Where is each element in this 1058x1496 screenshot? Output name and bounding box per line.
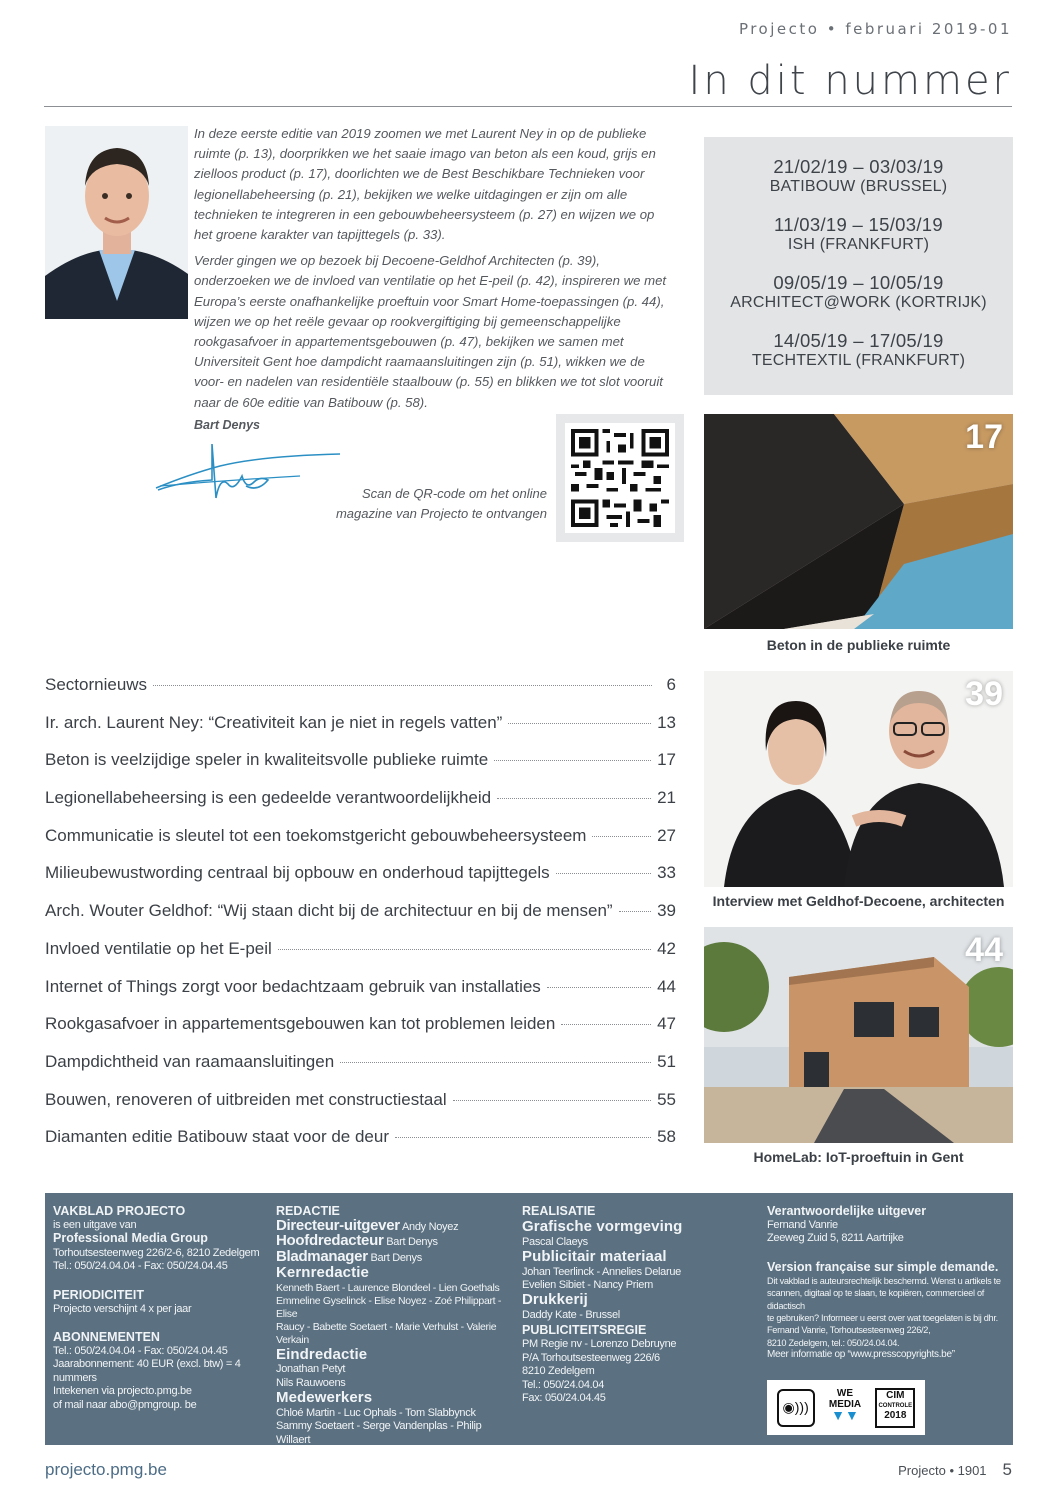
colophon-heading: VAKBLAD PROJECTO <box>53 1204 186 1218</box>
qr-caption-line-2: magazine van Projecto te ontvangen <box>335 506 547 521</box>
page-title: In dit nummer <box>688 58 1012 104</box>
toc-title: Communicatie is sleutel tot een toekomstgericht gebouwbeheersysteem <box>45 825 587 845</box>
event-place: ISH (FRANKFURT) <box>787 236 930 253</box>
colophon-line: Jaarabonnement: 40 EUR (excl. btw) = 4 nummers <box>53 1358 241 1384</box>
colophon-line: Zeeweg Zuid 5, 8211 Aartrijke <box>767 1232 904 1245</box>
toc-leader <box>619 911 652 912</box>
colophon-line: Fernand Vanrie <box>767 1219 838 1231</box>
colophon-line: te gebruiken? Informeer u eerst over wat toegelaten is bij dhr. <box>767 1313 998 1324</box>
colophon-role: Grafische vormgeving <box>522 1218 683 1235</box>
colophon <box>45 1193 1013 1445</box>
toc-page: 39 <box>657 901 676 921</box>
feature-image-concrete[interactable] <box>704 414 1013 629</box>
toc-leader <box>395 1137 651 1138</box>
press-copyright-icon: ◉))) <box>777 1389 815 1427</box>
colophon-line: of mail naar abo@pmgroup. be <box>53 1398 197 1411</box>
toc-item[interactable] <box>45 901 676 939</box>
cim-logo <box>875 1388 915 1428</box>
header-publication: Projecto • februari 2019-01 <box>738 20 1012 38</box>
colophon-line: Pascal Claeys <box>522 1235 588 1248</box>
feature-caption: Beton in de publieke ruimte <box>766 637 951 653</box>
toc-item[interactable] <box>45 713 676 751</box>
colophon-line: Raucy - Babette Soetaert - Marie Verhulst - Valerie Verkain <box>276 1320 497 1346</box>
toc-page: 33 <box>657 863 676 883</box>
colophon-line: Fernand Vanrie, Torhoutsesteenweg 226/2, <box>767 1325 931 1336</box>
table-of-contents <box>45 675 676 1165</box>
toc-page: 27 <box>657 825 676 845</box>
colophon-line: Dit vakblad is auteursrechtelijk beschermd. Wenst u artikels te <box>767 1275 1001 1286</box>
colophon-line: PM Regie nv - Lorenzo Debruyne <box>522 1338 677 1351</box>
toc-page: 21 <box>657 788 676 808</box>
colophon-role: Drukkerij <box>522 1291 588 1309</box>
logo-text: MEDIA <box>828 1398 862 1410</box>
feature-caption: Interview met Geldhof-Decoene, architecten <box>712 893 1005 909</box>
toc-leader <box>592 836 651 837</box>
toc-page: 17 <box>657 750 676 770</box>
event-item <box>704 331 1013 370</box>
toc-title: Ir. arch. Laurent Ney: “Creativiteit kan je niet in regels vatten” <box>45 712 503 732</box>
toc-item[interactable] <box>45 1052 676 1090</box>
colophon-heading: REALISATIE <box>522 1204 596 1218</box>
toc-title: Sectornieuws <box>45 675 148 694</box>
toc-title: Diamanten editie Batibouw staat voor de deur <box>45 1127 389 1147</box>
colophon-line: Johan Teerlinck - Annelies Delarue <box>522 1265 681 1278</box>
toc-title: Arch. Wouter Geldhof: “Wij staan dicht bij de architectuur en bij de mensen” <box>45 901 613 921</box>
colophon-line: Tel.: 050/24.04.04 - Fax: 050/24.04.45 <box>53 1345 228 1358</box>
colophon-heading: Version française sur simple demande. <box>767 1259 999 1274</box>
colophon-line: Sammy Soetaert - Serge Vandenplas - Philip Willaert <box>276 1420 482 1446</box>
toc-leader <box>497 798 651 799</box>
colophon-line: Nils Rauwoens <box>276 1376 346 1389</box>
colophon-line: is een uitgave van <box>53 1219 137 1231</box>
colophon-responsible <box>767 1203 1007 1362</box>
colophon-role: Kernredactie <box>276 1264 369 1282</box>
toc-item[interactable] <box>45 939 676 977</box>
feature-image-homelab[interactable] <box>704 927 1013 1143</box>
toc-title: Milieubewustwording centraal bij opbouw en onderhoud tapijttegels <box>45 863 550 883</box>
toc-leader <box>340 1062 651 1063</box>
qr-caption-line-1: Scan de QR-code om het online <box>362 486 547 501</box>
page-number: 5 <box>1002 1460 1012 1479</box>
toc-item[interactable] <box>45 826 676 864</box>
colophon-line: Intekenen via projecto.pmg.be <box>53 1385 192 1398</box>
colophon-heading: PERIODICITEIT <box>53 1287 144 1302</box>
certification-logos <box>767 1380 925 1435</box>
event-item <box>704 157 1013 196</box>
toc-page: 13 <box>657 712 676 732</box>
toc-leader <box>153 685 652 686</box>
colophon-role: Bladmanager <box>276 1247 368 1265</box>
colophon-publisher <box>53 1203 273 1412</box>
issue-label: Projecto • 1901 <box>898 1463 987 1478</box>
colophon-line: Fax: 050/24.04.45 <box>522 1392 606 1405</box>
toc-title: Invloed ventilatie op het E-peil <box>45 938 272 958</box>
colophon-line: Daddy Kate - Brussel <box>522 1309 620 1321</box>
event-place: ARCHITECT@WORK (KORTRIJK) <box>730 294 987 311</box>
colophon-production <box>522 1203 757 1405</box>
toc-item[interactable] <box>45 977 676 1015</box>
colophon-role: Directeur-uitgever <box>276 1217 400 1234</box>
intro-text <box>194 124 672 435</box>
feature-caption: HomeLab: IoT-proeftuin in Gent <box>753 1149 964 1165</box>
colophon-line: Kenneth Baert - Laurence Blondeel - Lien Goethals <box>276 1281 500 1294</box>
toc-title: Rookgasafvoer in appartementsgebouwen kan tot problemen leiden <box>45 1014 556 1034</box>
toc-leader <box>556 873 651 874</box>
colophon-editorial <box>276 1203 516 1447</box>
footer-issue <box>898 1460 1012 1480</box>
colophon-line: scannen, digitaal op te slaan, te kopiëren, commercieel of didactisch <box>767 1288 985 1311</box>
colophon-person: Bart Denys <box>367 1251 422 1264</box>
feature-image-architects[interactable] <box>704 671 1013 887</box>
colophon-heading: REDACTIE <box>276 1204 340 1218</box>
toc-item[interactable] <box>45 750 676 788</box>
event-date: 11/03/19 – 15/03/19 <box>774 214 943 235</box>
colophon-heading: ABONNEMENTEN <box>53 1330 160 1345</box>
feature-page-number: 44 <box>965 931 1003 969</box>
author-name: Bart Denys <box>194 417 260 432</box>
toc-title: Bouwen, renoveren of uitbreiden met constructiestaal <box>45 1089 447 1109</box>
toc-page: 51 <box>657 1051 676 1071</box>
website-link[interactable]: projecto.pmg.be <box>45 1460 167 1479</box>
toc-item[interactable] <box>45 863 676 901</box>
toc-item[interactable] <box>45 1014 676 1052</box>
toc-title: Dampdichtheid van raamaansluitingen <box>45 1051 335 1071</box>
intro-paragraph-1: In deze eerste editie van 2019 zoomen we met Laurent Ney in op de publieke ruimte (p. 13), doorprikken we het saaie imago van beton als een koud, grijs en zielloos product (p. 17), doorlichten we de Best Beschikbare Technieken voor legionellabeheersing (p. 21), bekijken we welke uitdagingen er zijn om alle technieken te integreren in een gebouwbeheersysteem (p. 27) en wijzen we op het groene karakter van tapijttegels (p. 33). <box>194 126 656 243</box>
intro-paragraph-2: Verder gingen we op bezoek bij Decoene-Geldhof Architecten (p. 39), onderzoeken we de invloed van ventilatie op het E-peil (p. 42), inspireren we met Europa’s eerste onafhankelijke proeftuin voor Smart Home-toepassingen (p. 44), wijzen we op het reële gevaar op rookvergiftiging bij gemeenschappelijke rookgasafvoer in appartementsgebouwen (p. 47), bekijken we samen met Universiteit Gent hoe dampdicht raamaansluitingen zijn (p. 51), wikken we de voor- en nadelen van residentiële staalbouw (p. 55) en blikken we tot slot vooruit naar de 60e editie van Batibouw (p. 58). <box>194 253 667 410</box>
toc-title: Internet of Things zorgt voor bedachtzaam gebruik van installaties <box>45 976 541 996</box>
colophon-role: Hoofdredacteur <box>276 1232 384 1250</box>
colophon-line: Torhoutsesteenweg 226/2-6, 8210 Zedelgem <box>53 1246 260 1259</box>
toc-page: 55 <box>657 1089 676 1109</box>
colophon-line: P/A Torhoutsesteenweg 226/6 <box>522 1351 660 1364</box>
colophon-line: Professional Media Group <box>53 1231 208 1246</box>
toc-leader <box>508 723 651 724</box>
colophon-line: Jonathan Petyt <box>276 1363 346 1376</box>
event-item <box>704 273 1013 312</box>
logo-text: CIM <box>886 1389 905 1401</box>
qr-code[interactable] <box>556 414 684 542</box>
colophon-heading: Verantwoordelijke uitgever <box>767 1204 927 1218</box>
colophon-person: Andy Noyez <box>399 1221 459 1233</box>
colophon-role: Eindredactie <box>276 1345 368 1363</box>
colophon-line: Evelien Sibiet - Nancy Priem <box>522 1279 653 1291</box>
logo-text: CONTROLE <box>878 1402 913 1409</box>
toc-item[interactable] <box>45 788 676 826</box>
colophon-person: Bart Denys <box>383 1236 438 1249</box>
colophon-heading: PUBLICITEITSREGIE <box>522 1323 647 1338</box>
event-date: 09/05/19 – 10/05/19 <box>773 272 944 293</box>
editor-portrait <box>45 126 188 319</box>
event-place: TECHTEXTIL (FRANKFURT) <box>751 352 966 369</box>
colophon-line: Emmeline Gyselinck - Elise Noyez - Zoé Philippart - Elise <box>276 1294 502 1320</box>
toc-leader <box>278 949 651 950</box>
toc-title: Legionellabeheersing is een gedeelde verantwoordelijkheid <box>45 788 492 808</box>
toc-item[interactable] <box>45 675 676 713</box>
toc-page: 58 <box>657 1127 676 1147</box>
colophon-line: Meer informatie op “www.presscopyrights.be” <box>767 1349 955 1361</box>
event-place: BATIBOUW (BRUSSEL) <box>769 178 948 195</box>
qr-caption <box>300 484 547 524</box>
title-divider <box>44 106 1012 107</box>
logo-text: 2018 <box>884 1409 907 1421</box>
event-item <box>704 215 1013 254</box>
colophon-role: Publicitair materiaal <box>522 1248 667 1265</box>
toc-item[interactable] <box>45 1090 676 1128</box>
feature-page-number: 17 <box>965 418 1003 456</box>
events-calendar <box>704 137 1013 395</box>
feature-page-number: 39 <box>965 675 1003 713</box>
event-date: 14/05/19 – 17/05/19 <box>773 330 944 351</box>
toc-leader <box>494 760 651 761</box>
we-media-logo: WE MEDIA ▼▼ <box>822 1388 868 1428</box>
colophon-line: Projecto verschijnt 4 x per jaar <box>53 1302 192 1315</box>
toc-item[interactable] <box>45 1127 676 1165</box>
toc-page: 47 <box>657 1014 676 1034</box>
toc-page: 42 <box>657 938 676 958</box>
colophon-line: Tel.: 050/24.04.04 <box>522 1378 605 1391</box>
toc-page: 44 <box>657 976 676 996</box>
colophon-role: Medewerkers <box>276 1389 373 1407</box>
toc-title: Beton is veelzijdige speler in kwaliteitsvolle publieke ruimte <box>45 750 489 770</box>
colophon-line: Chloé Martin - Luc Ophals - Tom Slabbynck <box>276 1406 476 1419</box>
colophon-line: Tel.: 050/24.04.04 - Fax: 050/24.04.45 <box>53 1260 228 1273</box>
colophon-line: 8210 Zedelgem, tel.: 050/24.04.04. <box>767 1337 900 1348</box>
toc-leader <box>561 1024 651 1025</box>
event-date: 21/02/19 – 03/03/19 <box>773 156 944 177</box>
colophon-line: 8210 Zedelgem <box>522 1365 595 1378</box>
toc-page: 6 <box>666 675 676 694</box>
toc-leader <box>453 1100 651 1101</box>
toc-leader <box>547 987 651 988</box>
logo-text: WE <box>836 1387 854 1399</box>
